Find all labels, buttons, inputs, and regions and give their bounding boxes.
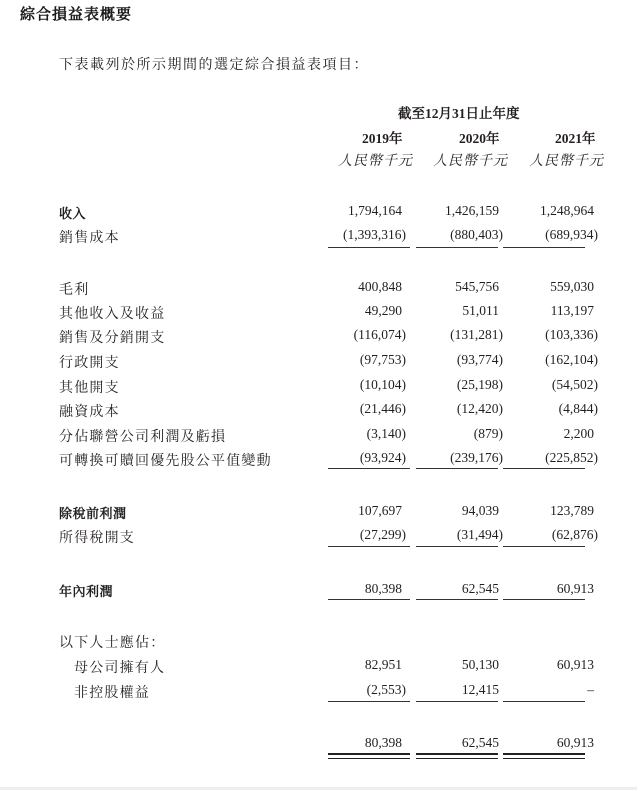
row-label-other-income: 其他收入及收益 xyxy=(59,307,166,322)
cell: (93,774) xyxy=(456,352,503,367)
cell: (12,420) xyxy=(456,401,503,416)
row-label-owners-of-parent: 母公司擁有人 xyxy=(74,661,166,676)
cell: (2,553) xyxy=(366,682,406,697)
cell: (225,852) xyxy=(545,450,598,465)
cell: 1,248,964 xyxy=(540,203,594,218)
cell: (879) xyxy=(473,426,503,441)
year-2021: 2021年 xyxy=(555,131,596,146)
cell: (4,844) xyxy=(558,401,598,416)
row-label-share-of-associates: 分佔聯營公司利潤及虧損 xyxy=(59,430,227,445)
cell: (93,924) xyxy=(359,450,406,465)
underline xyxy=(416,247,498,248)
year-2019: 2019年 xyxy=(362,131,403,146)
underline xyxy=(328,546,410,547)
cell: (97,753) xyxy=(359,352,406,367)
cell: 123,789 xyxy=(550,503,594,518)
cell: (131,281) xyxy=(450,327,503,342)
cell: (25,198) xyxy=(456,377,503,392)
underline xyxy=(503,701,585,702)
cell: 49,290 xyxy=(364,303,402,318)
cell: (27,299) xyxy=(359,527,406,542)
unit-2020: 人民幣千元 xyxy=(433,154,508,169)
intro-text: 下表載列於所示期間的選定綜合損益表項目： xyxy=(59,58,369,73)
unit-2019: 人民幣千元 xyxy=(338,154,413,169)
underline xyxy=(503,599,585,600)
cell: 400,848 xyxy=(358,279,402,294)
cell: (880,403) xyxy=(450,227,503,242)
cell: 1,426,159 xyxy=(445,203,499,218)
row-label-cost-of-sales: 銷售成本 xyxy=(59,231,120,246)
cell: (689,934) xyxy=(545,227,598,242)
cell: (21,446) xyxy=(359,401,406,416)
double-underline xyxy=(416,753,498,759)
underline xyxy=(503,247,585,248)
unit-2021: 人民幣千元 xyxy=(529,154,604,169)
cell: – xyxy=(587,682,594,697)
row-label-income-tax: 所得稅開支 xyxy=(59,531,135,546)
cell: 80,398 xyxy=(364,581,402,596)
row-label-other-expenses: 其他開支 xyxy=(59,381,120,396)
cell: 60,913 xyxy=(556,581,594,596)
cell: (54,502) xyxy=(551,377,598,392)
cell: 94,039 xyxy=(461,503,499,518)
underline xyxy=(416,701,498,702)
cell: 82,951 xyxy=(364,657,402,672)
cell: (31,494) xyxy=(456,527,503,542)
underline xyxy=(328,599,410,600)
cell: 559,030 xyxy=(550,279,594,294)
row-label-revenue: 收入 xyxy=(59,207,87,222)
cell: (103,336) xyxy=(545,327,598,342)
underline xyxy=(503,468,585,469)
cell: (3,140) xyxy=(366,426,406,441)
cell: 51,011 xyxy=(462,303,499,318)
cell: (62,876) xyxy=(551,527,598,542)
cell: 545,756 xyxy=(455,279,499,294)
cell: (116,074) xyxy=(353,327,406,342)
underline xyxy=(416,546,498,547)
cell: 12,415 xyxy=(461,682,499,697)
total-cell: 62,545 xyxy=(461,735,499,750)
cell: 113,197 xyxy=(550,303,594,318)
cell: 107,697 xyxy=(358,503,402,518)
total-cell: 60,913 xyxy=(556,735,594,750)
year-2020: 2020年 xyxy=(459,131,500,146)
section-title: 綜合損益表概要 xyxy=(20,5,133,23)
cell: (162,104) xyxy=(545,352,598,367)
period-header: 截至12月31日止年度 xyxy=(398,106,520,121)
cell: 62,545 xyxy=(461,581,499,596)
underline xyxy=(328,247,410,248)
row-label-gross-profit: 毛利 xyxy=(59,283,90,298)
cell: 1,794,164 xyxy=(348,203,402,218)
double-underline xyxy=(328,753,410,759)
row-label-non-controlling-interests: 非控股權益 xyxy=(74,686,150,701)
row-label-attributable-to: 以下人士應佔： xyxy=(59,636,166,651)
row-label-admin-expenses: 行政開支 xyxy=(59,356,120,371)
cell: (10,104) xyxy=(359,377,406,392)
row-label-selling-expenses: 銷售及分銷開支 xyxy=(59,331,166,346)
cell: 60,913 xyxy=(556,657,594,672)
cell: 2,200 xyxy=(563,426,594,441)
total-cell: 80,398 xyxy=(364,735,402,750)
underline xyxy=(416,599,498,600)
row-label-profit-before-tax: 除稅前利潤 xyxy=(59,507,127,522)
underline xyxy=(416,468,498,469)
row-label-finance-costs: 融資成本 xyxy=(59,405,120,420)
double-underline xyxy=(503,753,585,759)
row-label-profit-for-year: 年內利潤 xyxy=(59,585,114,600)
cell: (239,176) xyxy=(450,450,503,465)
underline xyxy=(503,546,585,547)
underline xyxy=(328,701,410,702)
row-label-fair-value-change: 可轉換可贖回優先股公平值變動 xyxy=(59,454,272,469)
cell: (1,393,316) xyxy=(343,227,406,242)
underline xyxy=(328,468,410,469)
cell: 50,130 xyxy=(461,657,499,672)
